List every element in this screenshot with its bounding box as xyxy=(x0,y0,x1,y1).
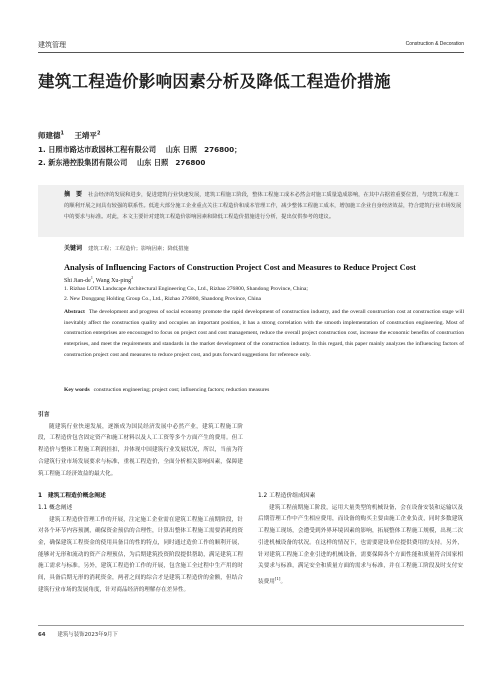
section-1-2-end: 。 xyxy=(280,578,287,585)
body-column-left xyxy=(38,410,243,593)
section-1-2-paragraph xyxy=(258,503,463,589)
citation-ref: [1] xyxy=(274,575,281,581)
affiliation-2-en: 2. New Donggang Holding Group Co., Ltd., Rizhao 276800, Shandong Province, China xyxy=(64,296,262,302)
author-2-affil: 2 xyxy=(96,130,101,137)
footer-rule xyxy=(38,625,464,626)
keywords-cn-text: 建筑工程；工程造价；影响因素；降低措施 xyxy=(88,246,189,252)
abstract-en xyxy=(64,307,464,361)
title-en: Analysis of Influencing Factors of Construction Project Cost and Measures to Reduce Project Cost xyxy=(64,263,416,272)
abstract-en-label: Abstract xyxy=(64,309,85,315)
section-1-2-heading: 1.2 工程造价组成因素 xyxy=(258,493,316,499)
author-2-en: , Wang Xu-ping xyxy=(92,278,132,284)
intro-paragraph: 随建筑行业快速发展，逐渐成为国民经济发展中必然产业，建筑工程施工阶段，工程造价包含固定资产和施工材料以及人工工资等多个方面产生的费用。但工程造价与整体工程施工利润挂扣，并体现中国建筑行业发展状况，所以，当前为符合建筑行业市场发展要求与标准，重视工程造价，全面分析相关影响因素，保障建筑工程施工经济效益的最大化。 xyxy=(38,423,243,477)
abstract-cn xyxy=(64,189,462,223)
page-number: 64 xyxy=(38,632,46,638)
abstract-cn-text: 社会经济的发展和进步，促进建筑行业快速发展，建筑工程施工阶段，整体工程施工成本必然会对施工质量造成影响，在其中占据着重要位置，与建筑工程施工的顺利开展之间具有较强的联系性。低进大部分施工企业重点关注工程造价和成本管理工作，减少整体工程施工成本，增加施工企业自身经济效益，符合建筑行业市场发展中的要求与标准。对此，本文主要针对建筑工程造价影响因素和降低工程造价措施进行分析，提出仅供参考的建议。 xyxy=(64,192,462,220)
author-1-en-affil: 1 xyxy=(90,275,93,280)
keywords-en-label: Key words xyxy=(64,387,90,393)
author-1: 师建德 xyxy=(38,131,61,140)
page-footer xyxy=(38,630,118,638)
keywords-cn-label: 关键词 xyxy=(64,245,83,252)
section-1-1-paragraph: 建筑工程造价管理工作的开展，注定施工企业需在建筑工程施工前期阶段，针对各个环节内容预测，确保资金预估的合理性，计算出整体工程施工需要消耗的资金，确保建筑工程资金的使用具备目的性的特点，同时通过造价工作的顺利开展，能够对无形和流动的资产合理预估，为后期建筑投资阶段提供帮助，满足建筑工程施工需求与标准。另外，建筑工程造价工作的开展，包含施工全过程中生产用的时间，具备后期无形的消耗资金，两者之间的综合才是建筑工程造价的金额，但结合建筑行业市场的发展角度，针对商品经济的理解存在差异性。 xyxy=(38,516,243,593)
intro-heading: 引言 xyxy=(38,412,50,418)
section-1-1-heading: 1.1 概念阐述 xyxy=(38,504,73,511)
running-header xyxy=(38,40,464,52)
journal-name-en: Construction & Decoration xyxy=(405,41,464,47)
journal-issue: 建筑与装饰2023年9月下 xyxy=(57,632,118,638)
authors-cn xyxy=(38,130,100,141)
section-1-heading: 1 建筑工程造价概念阐述 xyxy=(38,493,106,500)
affiliation-1-en: 1. Rizhao LOTA Landscape Architectural Engineering Co., Ltd., Rizhao 276800, Shandong Province, China; xyxy=(64,286,308,292)
article-title: 建筑工程造价影响因素分析及降低工程造价措施 xyxy=(38,72,391,91)
body-column-right xyxy=(258,410,463,588)
abstract-cn-label: 摘 要 xyxy=(64,191,83,198)
keywords-en-text: construction engineering; project cost; influencing factors; reduction measures xyxy=(93,387,270,393)
affiliation-1: 1. 日照市路达市政园林工程有限公司 山东 日照 276800； xyxy=(38,145,242,154)
header-rule xyxy=(38,52,464,53)
authors-en xyxy=(64,275,133,284)
author-2-en-affil: 2 xyxy=(131,275,134,280)
author-2: 王靖平 xyxy=(74,131,97,140)
keywords-en xyxy=(64,387,269,393)
section-label: 建筑管理 xyxy=(38,41,66,49)
abstract-en-text: The development and progress of social economy promote the rapid development of construction industry, and the overall construction cost at construction stage will inevitably affect the construction quality and occupies an important position, it has a strong correlation with the smooth implementation of construction engineering. Most of construction enterprises are encouraged to focus on project cost and cost management, reduce the overall project construction cost, increase the economic benefits of construction enterprises, and meet the requirements and standards in the market development of the construction industry. In this regard, this paper mainly analyzes the influencing factors of construction project cost and measures to reduce project cost, and puts forward suggestions for reference only. xyxy=(64,309,464,358)
keywords-cn xyxy=(64,243,189,252)
affiliations-cn xyxy=(38,143,241,169)
section-1-1-continued xyxy=(258,410,463,491)
affiliation-2: 2. 新东港控股集团有限公司 山东 日照 276800 xyxy=(38,158,206,167)
author-1-en: Shi Jian-de xyxy=(64,278,91,284)
section-1-2-text: 建筑工程前期施工阶段，运用大量类型的机械设备，会在设备安装和运输以及后期管理工作中产生相应费用，而设备的购买主要由施工企业负责，同时多数建筑工程施工现场，会遭受到外界环境因素的影响，拓展整体工程施工规模，出现二次引进机械设备的状况。在这样的情况下，也需要建设单位提供费用的支持。另外，针对建筑工程施工企业引进的机械设备，需要保障各个方面性能和质量符合国家相关要求与标准，满足安全和质量方面的需求与标准，并在工程施工阶段及时支付安装费用 xyxy=(258,504,463,585)
author-1-affil: 1 xyxy=(60,130,64,137)
